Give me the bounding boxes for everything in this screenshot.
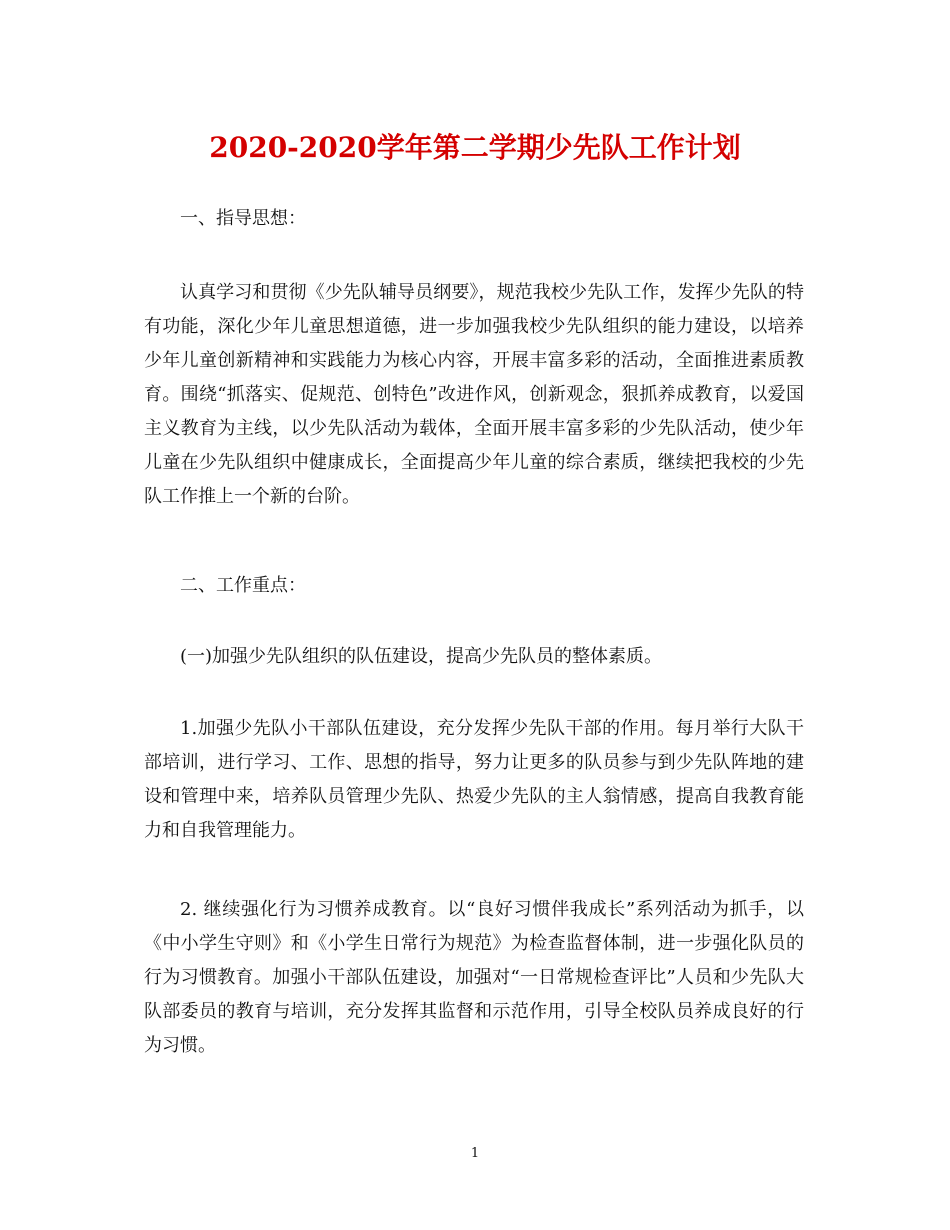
paragraph-item-2: 2. 继续强化行为习惯养成教育。以“良好习惯伴我成长”系列活动为抓手，以《中小学生守则》和《小学生日常行为规范》为检查监督体制，进一步强化队员的行为习惯教育。加强小干部队伍建设，加强对“一日常规检查评比”人员和少先队大队部委员的教育与培训，充分发挥其监督和示范作用，引导全校队员养成良好的行为习惯。 <box>144 899 804 1056</box>
document-title: 2020-2020学年第二学期少先队工作计划 <box>209 131 741 164</box>
section-heading-work-focus: 二、工作重点： <box>180 575 306 596</box>
section-heading-guiding-ideology: 一、指导思想： <box>180 208 306 229</box>
page-number: 1 <box>470 1146 480 1161</box>
subsection-heading-team-building: (一)加强少先队组织的队伍建设，提高少先队员的整体素质。 <box>180 646 663 667</box>
paragraph-guiding-ideology: 认真学习和贯彻《少先队辅导员纲要》，规范我校少先队工作，发挥少先队的特有功能，深化少年儿童思想道德，进一步加强我校少先队组织的能力建设，以培养少年儿童创新精神和实践能力为核心内容，开展丰富多彩的活动，全面推进素质教育。围绕“抓落实、促规范、创特色”改进作风，创新观念，狠抓养成教育，以爱国主义教育为主线，以少先队活动为载体，全面开展丰富多彩的少先队活动，使少年儿童在少先队组织中健康成长，全面提高少年儿童的综合素质，继续把我校的少先队工作推上一个新的台阶。 <box>144 282 804 507</box>
paragraph-item-1: 1.加强少先队小干部队伍建设，充分发挥少先队干部的作用。每月举行大队干部培训，进行学习、工作、思想的指导，努力让更多的队员参与到少先队阵地的建设和管理中来，培养队员管理少先队、热爱少先队的主人翁情感，提高自我教育能力和自我管理能力。 <box>144 718 804 841</box>
